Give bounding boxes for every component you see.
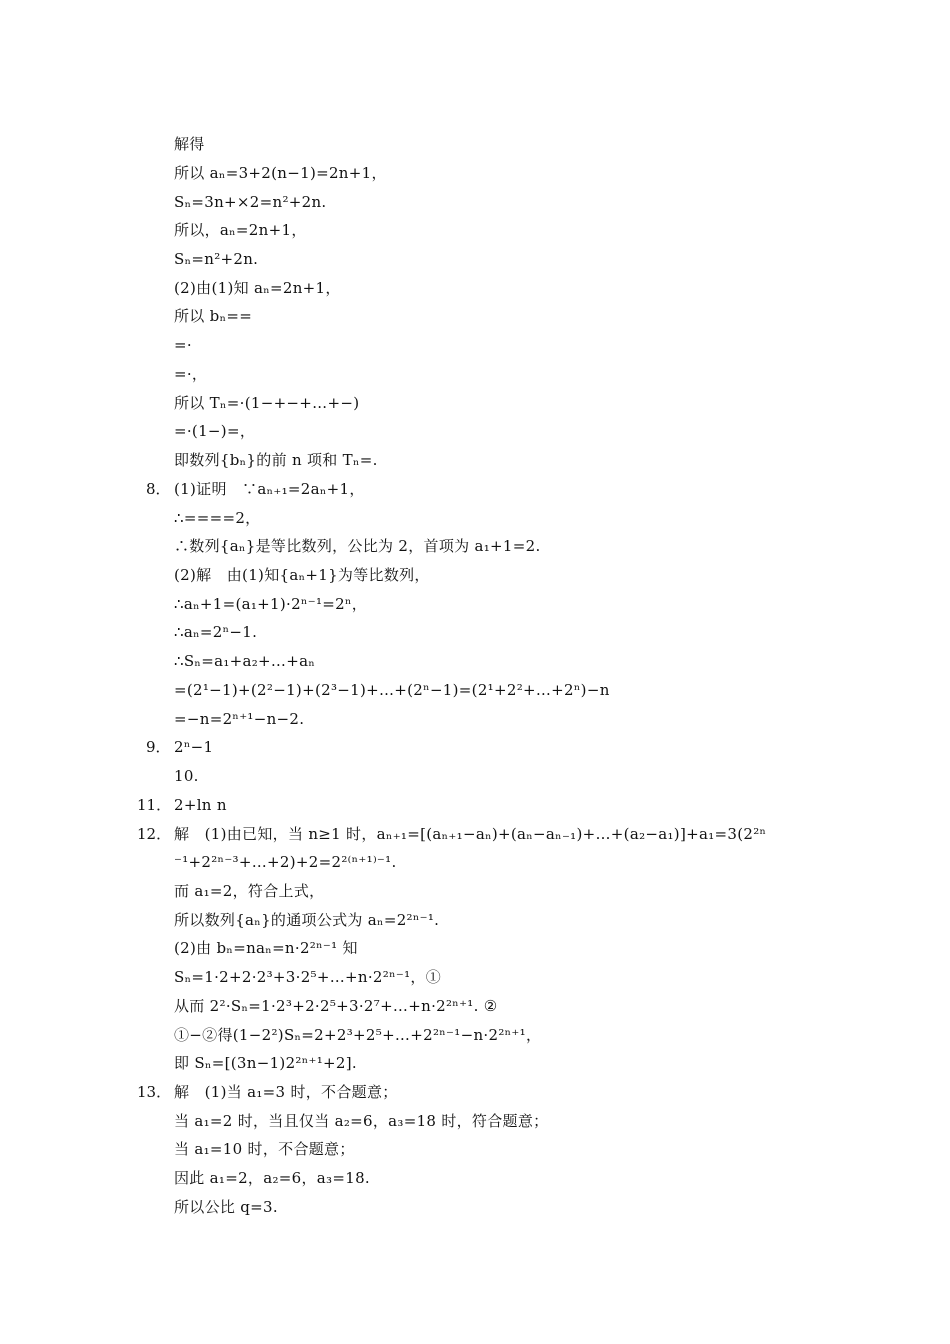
text-line: 2ⁿ−1 — [174, 738, 214, 756]
text-line: 2+ln n — [174, 796, 227, 814]
text-line: (1)证明 ∵aₙ₊₁=2aₙ+1， — [174, 480, 365, 498]
text-line: (2)由 bₙ=naₙ=n·2²ⁿ⁻¹ 知 — [174, 939, 358, 957]
text-line: 解 (1)由已知，当 n≥1 时，aₙ₊₁=[(aₙ₊₁−aₙ)+(aₙ−aₙ₋₁)+…+(a₂−a₁)]+a₁=3(2²ⁿ — [174, 825, 767, 843]
text-line: 解 (1)当 a₁=3 时，不合题意； — [174, 1083, 398, 1101]
text-line: 而 a₁=2，符合上式， — [174, 882, 325, 900]
text-line: 所以 bₙ== — [174, 307, 253, 325]
text-line: ⁻¹+2²ⁿ⁻³+…+2)+2=2²⁽ⁿ⁺¹⁾⁻¹. — [174, 853, 397, 871]
question-number: 12． — [137, 825, 172, 843]
text-line: 即 Sₙ=[(3n−1)2²ⁿ⁺¹+2]. — [174, 1054, 357, 1072]
text-line: Sₙ=1·2+2·2³+3·2⁵+…+n·2²ⁿ⁻¹，① — [174, 968, 442, 986]
text-line: 所以 aₙ=3+2(n−1)=2n+1， — [174, 164, 387, 182]
text-line: Sₙ=n²+2n. — [174, 250, 259, 268]
text-line: =−n=2ⁿ⁺¹−n−2. — [174, 710, 305, 728]
text-line: =·， — [174, 365, 208, 383]
text-line: =· — [174, 336, 192, 354]
text-line: Sₙ=3n+×2=n²+2n. — [174, 193, 327, 211]
text-line: ①−②得(1−2²)Sₙ=2+2³+2⁵+…+2²ⁿ⁻¹−n·2²ⁿ⁺¹， — [174, 1026, 542, 1044]
text-line: 所以 Tₙ=·(1−+−+…+−) — [174, 394, 360, 412]
text-line: 所以公比 q=3. — [174, 1198, 278, 1216]
text-line: ∴Sₙ=a₁+a₂+…+aₙ — [174, 652, 316, 670]
text-line: 所以，aₙ=2n+1， — [174, 221, 307, 239]
text-line: 当 a₁=10 时，不合题意； — [174, 1140, 355, 1158]
text-line: (2)由(1)知 aₙ=2n+1， — [174, 279, 341, 297]
text-line: =(2¹−1)+(2²−1)+(2³−1)+…+(2ⁿ−1)=(2¹+2²+…+2ⁿ)−n — [174, 681, 610, 699]
text-line: ∴数列{aₙ}是等比数列，公比为 2，首项为 a₁+1=2. — [174, 537, 541, 555]
text-line: =·(1−)=， — [174, 422, 256, 440]
question-number: 13． — [137, 1083, 172, 1101]
text-line: ∴====2， — [174, 509, 261, 527]
text-line: 解得 — [174, 135, 205, 153]
text-line: ∴aₙ+1=(a₁+1)·2ⁿ⁻¹=2ⁿ， — [174, 595, 368, 613]
text-line: 从而 2²·Sₙ=1·2³+2·2⁵+3·2⁷+…+n·2²ⁿ⁺¹. ② — [174, 997, 498, 1015]
question-number: 11． — [137, 796, 172, 814]
text-line: 所以数列{aₙ}的通项公式为 aₙ=2²ⁿ⁻¹. — [174, 911, 440, 929]
text-line: 当 a₁=2 时，当且仅当 a₂=6，a₃=18 时，符合题意； — [174, 1112, 549, 1130]
question-number: 8． — [146, 480, 171, 498]
text-line: 10. — [174, 767, 199, 785]
question-number: 9． — [146, 738, 171, 756]
text-line: 即数列{bₙ}的前 n 项和 Tₙ=. — [174, 451, 378, 469]
text-line: (2)解 由(1)知{aₙ+1}为等比数列， — [174, 566, 430, 584]
text-line: ∴aₙ=2ⁿ−1. — [174, 623, 258, 641]
text-line: 因此 a₁=2，a₂=6，a₃=18. — [174, 1169, 370, 1187]
